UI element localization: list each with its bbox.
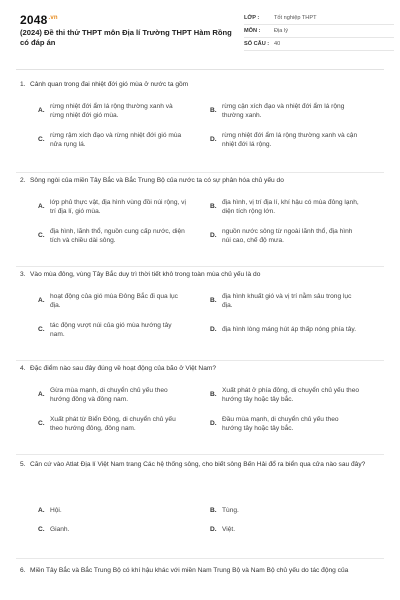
question-text: Sông ngòi của miền Tây Bắc và Bắc Trung Bộ của nước ta có sự phân hóa chủ yếu do xyxy=(30,177,284,184)
question-text: Miền Tây Bắc và Bắc Trung Bộ có khí hậu khác với miền Nam Trung Bộ và Nam Bộ chủ yếu do tác động của xyxy=(30,567,349,574)
divider xyxy=(16,266,384,267)
option-c[interactable]: C. Xuất phát từ Biển Đông, di chuyển chủ yếu theo hướng đông, đông nam. xyxy=(38,415,176,432)
question-1: 1. Cảnh quan trong đai nhiệt đới gió mùa ở nước ta gồm A. rừng nhiệt đới ẩm lá rộng thường xanh và rừng nhiệt đới gió mùa. B. rừng cận xích đạo và nhiệt đới ẩm lá rộng thường xanh. C. rừng rậm xích đạo và rừng nhiệt đới gió mùa nửa rụng lá. D. rừng nhiệt đới ẩm lá rộng thường xanh và cận nhiệt đới lá rộng. xyxy=(16,80,384,160)
divider xyxy=(16,172,384,173)
question-text: Vào mùa đông, vùng Tây Bắc duy trì thời tiết khô trong toàn mùa chủ yếu là do xyxy=(30,271,261,278)
option-d[interactable]: D. nguồn nước sông từ ngoài lãnh thổ, địa hình núi cao, chế độ mưa. xyxy=(210,227,353,244)
option-a[interactable]: A. Gừa mùa mạnh, di chuyển chủ yếu theo hướng đông và đông nam. xyxy=(38,386,168,403)
option-b[interactable]: B. Tùng. xyxy=(210,506,239,514)
option-d[interactable]: D. Việt. xyxy=(210,526,236,533)
option-a[interactable]: A. hoạt động của gió mùa Đông Bắc đi qua lục địa. xyxy=(38,292,178,309)
meta-question-count: SỐ CÂU : 40 xyxy=(244,38,394,51)
question-text: Đặc điểm nào sau đây đúng về hoạt động của bão ở Việt Nam? xyxy=(30,365,217,372)
option-d[interactable]: D. Đầu mùa mạnh, di chuyển chủ yếu theo hướng tây hoặc tây bắc. xyxy=(210,415,339,432)
option-d[interactable]: D. địa hình lòng máng hút áp thấp nóng phía tây. xyxy=(210,326,357,334)
divider xyxy=(16,454,384,455)
option-a[interactable]: A. Hội. xyxy=(38,506,62,514)
option-d[interactable]: D. rừng nhiệt đới ẩm lá rộng thường xanh và cận nhiệt đới lá rộng. xyxy=(210,131,358,148)
question-text: Cảnh quan trong đai nhiệt đới gió mùa ở nước ta gồm xyxy=(30,81,189,88)
question-4: 4. Đặc điểm nào sau đây đúng về hoạt động của bão ở Việt Nam? A. Gừa mùa mạnh, di chuyển chủ yếu theo hướng đông và đông nam. B. Xuất phát ở phía đông, di chuyển chủ yếu theo hướng tây hoặc tây bắc. C. Xuất phát từ Biển Đông, di chuyển chủ yếu theo hướng đông, đông nam. D. Đầu mùa mạnh, di chuyển chủ yếu theo hướng tây hoặc tây bắc. xyxy=(16,364,384,444)
question-2: 2. Sông ngòi của miền Tây Bắc và Bắc Trung Bộ của nước ta có sự phân hóa chủ yếu do A. lớp phủ thực vật, địa hình vùng đồi núi rộng, vị trí địa lí, gió mùa. B. địa hình, vị trí địa lí, khí hậu có mùa đông lạnh, diện tích rộng lớn. C. địa hình, lãnh thổ, nguồn cung cấp nước, diện tích và chiều dài sông. D. nguồn nước sông từ ngoài lãnh thổ, địa hình núi cao, chế độ mưa. xyxy=(16,176,384,256)
question-6: 6. Miền Tây Bắc và Bắc Trung Bộ có khí hậu khác với miền Nam Trung Bộ và Nam Bộ chủ yếu do tác động của xyxy=(16,566,384,576)
option-a[interactable]: A. lớp phủ thực vật, địa hình vùng đồi núi rộng, vị trí địa lí, gió mùa. xyxy=(38,198,186,215)
divider xyxy=(16,558,384,559)
question-3: 3. Vào mùa đông, vùng Tây Bắc duy trì thời tiết khô trong toàn mùa chủ yếu là do A. hoạt động của gió mùa Đông Bắc đi qua lục địa. B. địa hình khuất gió và vị trí nằm sâu trong lục địa. C. tác động vượt núi của gió mùa hướng tây nam. D. địa hình lòng máng hút áp thấp nóng phía tây. xyxy=(16,270,384,350)
option-c[interactable]: C. Gianh. xyxy=(38,526,70,533)
option-b[interactable]: B. địa hình khuất gió và vị trí nằm sâu trong lục địa. xyxy=(210,292,352,309)
option-c[interactable]: C. tác động vượt núi của gió mùa hướng tây nam. xyxy=(38,321,172,338)
exam-title: (2024) Đề thi thử THPT môn Địa lí Trường THPT Hàm Rồng có đáp án xyxy=(20,28,232,47)
exam-meta xyxy=(244,12,394,51)
option-c[interactable]: C. địa hình, lãnh thổ, nguồn cung cấp nước, diện tích và chiều dài sông. xyxy=(38,227,185,244)
question-text: Căn cứ vào Atlat Địa lí Việt Nam trang Các hệ thống sông, cho biết sông Bến Hải đổ ra biển qua cửa nào sau đây? xyxy=(30,461,366,468)
site-logo[interactable]: $2048^{.vn}$ xyxy=(20,13,58,27)
page-header xyxy=(16,0,384,70)
option-a[interactable]: A. rừng nhiệt đới ẩm lá rộng thường xanh và rừng nhiệt đới gió mùa. xyxy=(38,102,173,119)
option-b[interactable]: B. địa hình, vị trí địa lí, khí hậu có mùa đông lạnh, diện tích rộng lớn. xyxy=(210,198,359,215)
meta-subject: MÔN : Địa lý xyxy=(244,25,394,38)
option-b[interactable]: B. Xuất phát ở phía đông, di chuyển chủ yếu theo hướng tây hoặc tây bắc. xyxy=(210,386,360,403)
divider xyxy=(16,360,384,361)
option-c[interactable]: C. rừng rậm xích đạo và rừng nhiệt đới gió mùa nửa rụng lá. xyxy=(38,131,182,148)
meta-class: LỚP : Tốt nghiệp THPT xyxy=(244,12,394,25)
option-b[interactable]: B. rừng cận xích đạo và nhiệt đới ẩm lá rộng thường xanh. xyxy=(210,102,345,119)
question-5: 5. Căn cứ vào Atlat Địa lí Việt Nam trang Các hệ thống sông, cho biết sông Bến Hải đổ ra biển qua cửa nào sau đây? A. Hội. B. Tùng. C. Gianh. D. Việt. xyxy=(16,460,384,545)
